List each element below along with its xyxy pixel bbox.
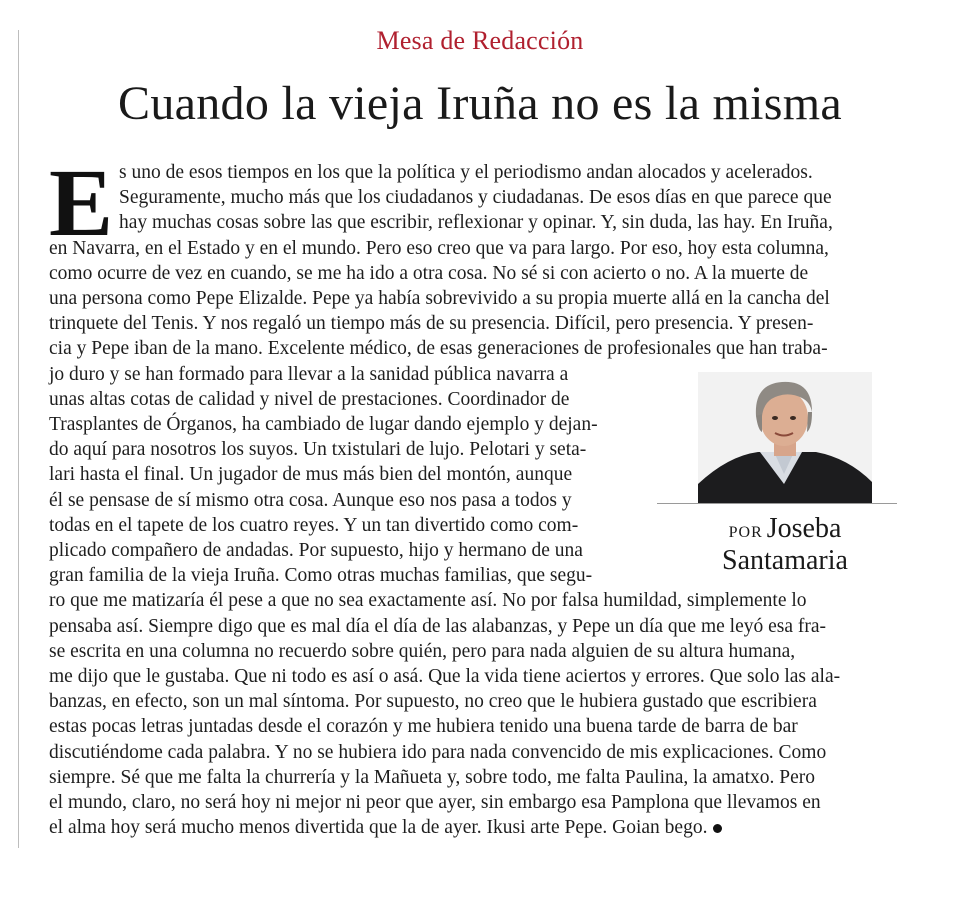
body-line: jo duro y se han formado para llevar a la sanidad pública navarra a	[49, 363, 569, 385]
article-body-lead	[49, 149, 904, 362]
section-label: Mesa de Redacción	[376, 26, 584, 55]
end-of-article-bullet-icon	[713, 824, 722, 833]
body-line: Seguramente, mucho más que los ciudadanos y ciudadanas. De esos días en que parece que	[119, 187, 832, 209]
body-line: estas pocas letras juntadas desde el corazón y me hubiera tenido una buena tarde de barra de bar	[49, 716, 798, 738]
drop-cap: E	[49, 149, 114, 256]
body-line: una persona como Pepe Elizalde. Pepe ya había sobrevivido a su propia muerte allá en la cancha del	[49, 288, 830, 310]
byline-last-name: Santamaria	[722, 545, 848, 576]
left-column-rule	[18, 30, 19, 848]
article-body-wrap	[49, 362, 639, 589]
byline-prefix: POR	[728, 524, 763, 541]
body-line: do aquí para nosotros los suyos. Un txistulari de lujo. Pelotari y seta-	[49, 439, 587, 461]
body-line: Trasplantes de Órganos, ha cambiado de lugar dando ejemplo y dejan-	[49, 414, 598, 435]
body-line-final	[49, 815, 904, 840]
body-line: unas altas cotas de calidad y nivel de prestaciones. Coordinador de	[49, 388, 570, 410]
body-line: hay muchas cosas sobre las que escribir, reflexionar y opinar. Y, sin duda, las hay. En Iruña,	[119, 212, 833, 234]
byline-first-name: Joseba	[766, 513, 842, 544]
body-line: él se pensase de sí mismo otra cosa. Aunque eso nos pasa a todos y	[49, 489, 572, 511]
body-line: se escrita en una columna no recuerdo sobre quién, pero para nada alguien de su altura humana,	[49, 640, 796, 662]
body-line: el mundo, claro, no será hoy ni mejor ni peor que ayer, sin embargo esa Pamplona que llevamos en	[49, 792, 821, 814]
author-photo	[698, 372, 872, 504]
author-portrait-icon	[698, 372, 872, 504]
body-line: banzas, en efecto, son un mal síntoma. Por supuesto, no creo que le hubiera gustado que escribiera	[49, 691, 817, 713]
body-line: cia y Pepe iban de la mano. Excelente médico, de esas generaciones de profesionales que han traba-	[49, 338, 828, 360]
body-line: lari hasta el final. Un jugador de mus más bien del montón, aunque	[49, 464, 573, 486]
body-line: discutiéndome cada palabra. Y no se hubiera ido para nada convencido de mis explicaciones. Como	[49, 741, 827, 763]
body-line: como ocurre de vez en cuando, se me ha ido a otra cosa. No sé si con acierto o no. A la muerte de	[49, 262, 809, 284]
body-line: en Navarra, en el Estado y en el mundo. Pero eso creo que va para largo. Por eso, hoy esta columna,	[49, 237, 829, 259]
body-line: ro que me matizaría él pese a que no sea exactamente así. No por falsa humildad, simplemente lo	[49, 590, 807, 612]
body-line: s uno de esos tiempos en los que la política y el periodismo andan alocados y acelerados.	[119, 162, 813, 183]
photo-divider	[657, 503, 897, 504]
article-headline: Cuando la vieja Iruña no es la misma	[118, 77, 842, 130]
body-line: gran familia de la vieja Iruña. Como otras muchas familias, que segu-	[49, 565, 593, 587]
article-body-tail	[49, 588, 904, 840]
body-line: siempre. Sé que me falta la churrería y la Mañueta y, sobre todo, me falta Paulina, la amatxo. Pero	[49, 766, 816, 788]
author-byline	[680, 513, 890, 577]
body-line: me dijo que le gustaba. Que ni todo es así o asá. Que la vida tiene aciertos y errores. Que solo las ala-	[49, 666, 841, 687]
body-line: plicado compañero de andadas. Por supuesto, hijo y hermano de una	[49, 540, 583, 562]
body-line: pensaba así. Siempre digo que es mal día el día de las alabanzas, y Pepe un día que me leyó esa fra-	[49, 615, 827, 637]
body-line-final-text: el alma hoy será mucho menos divertida que la de ayer. Ikusi arte Pepe. Goian bego.	[49, 817, 708, 839]
body-line: trinquete del Tenis. Y nos regaló un tiempo más de su presencia. Difícil, pero presencia. Y presen-	[49, 313, 814, 335]
body-line: todas en el tapete de los cuatro reyes. Y un tan divertido como com-	[49, 514, 579, 536]
